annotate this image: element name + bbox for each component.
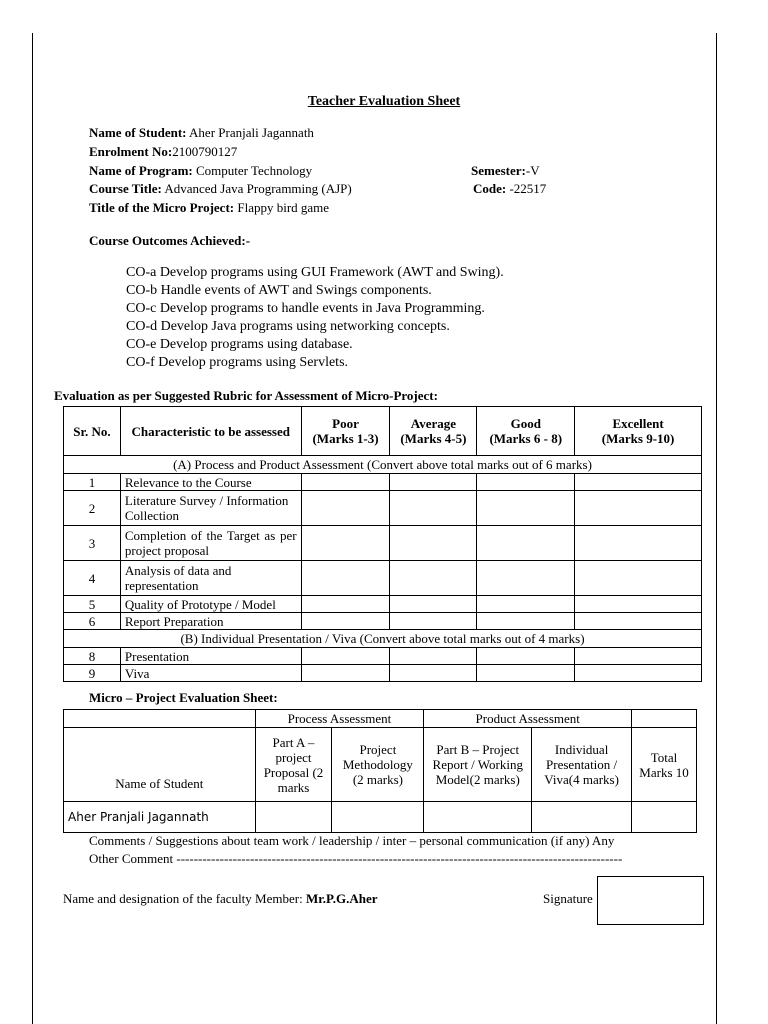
comments-line-2: Other Comment ------------------------------------------------------------------------------------------------------- [89,851,623,866]
course-line [89,181,352,197]
mark-cell[interactable] [390,561,477,596]
outcome-item: CO-c Develop programs to handle events in Java Programming. [126,301,485,316]
table-row: 1 Relevance to the Course [64,474,702,491]
header-good: Good (Marks 6 - 8) [477,407,575,456]
process-assessment-header: Process Assessment [255,710,424,728]
mark-cell[interactable] [575,648,702,665]
student-value: Aher Pranjali Jagannath [186,125,314,140]
section-b-header: (B) Individual Presentation / Viva (Convert above total marks out of 4 marks) [64,630,702,648]
mark-cell[interactable] [477,491,575,526]
mark-cell[interactable] [390,613,477,630]
outcome-item: CO-a Develop programs using GUI Framework (AWT and Swing). [126,265,504,280]
page-border-right [716,33,717,1024]
mark-cell[interactable] [477,561,575,596]
table-row: 2 Literature Survey / Information Collection [64,491,702,526]
project-value: Flappy bird game [234,200,330,215]
table-row: 5 Quality of Prototype / Model [64,596,702,613]
header-poor: Poor (Marks 1-3) [301,407,390,456]
mark-cell[interactable] [301,474,390,491]
course-label: Course Title: [89,181,162,196]
eval-heading: Micro – Project Evaluation Sheet: [89,690,278,705]
table-row: 3 Completion of the Target as per project proposal [64,526,702,561]
blank-header-cell [64,710,256,728]
mark-cell[interactable] [390,491,477,526]
table-row: 6 Report Preparation [64,613,702,630]
individual-header: Individual Presentation / Viva(4 marks) [532,728,632,802]
mark-cell[interactable] [255,802,332,833]
rubric-table [63,406,702,682]
code-value: -22517 [506,181,547,196]
mark-cell[interactable] [301,491,390,526]
course-value: Advanced Java Programming (AJP) [161,181,352,196]
mark-cell[interactable] [575,665,702,682]
outcome-item: CO-f Develop programs using Servlets. [126,355,349,370]
code-line [473,181,546,197]
mark-cell[interactable] [575,596,702,613]
semester-label: Semester: [471,163,526,178]
signature-label: Signature [543,891,593,906]
header-sr: Sr. No. [64,407,121,456]
header-average: Average (Marks 4-5) [390,407,477,456]
mark-cell[interactable] [532,802,632,833]
blank-header-cell [632,710,697,728]
faculty-label: Name and designation of the faculty Member: [63,891,306,906]
mark-cell[interactable] [301,613,390,630]
mark-cell[interactable] [477,665,575,682]
mark-cell[interactable] [477,648,575,665]
mark-cell[interactable] [390,665,477,682]
comments-line-1: Comments / Suggestions about team work / leadership / inter – personal communication (if any) Any [89,833,615,848]
part-a-header: Part A – project Proposal (2 marks [255,728,332,802]
signature-box[interactable] [597,876,704,925]
product-assessment-header: Product Assessment [424,710,632,728]
program-line [89,163,312,179]
project-label: Title of the Micro Project: [89,200,235,215]
mark-cell[interactable] [477,526,575,561]
mark-cell[interactable] [301,648,390,665]
table-row: 8 Presentation [64,648,702,665]
mark-cell[interactable] [575,491,702,526]
semester-line [471,163,540,179]
outcome-item: CO-b Handle events of AWT and Swings components. [126,283,432,298]
part-b-header: Part B – Project Report / Working Model(2 marks) [424,728,532,802]
mark-cell[interactable] [477,613,575,630]
outcome-item: CO-e Develop programs using database. [126,337,353,352]
header-characteristic: Characteristic to be assessed [120,407,301,456]
enrolment-value: 2100790127 [172,144,238,159]
mark-cell[interactable] [301,665,390,682]
table-row [64,802,697,833]
project-line [89,200,329,216]
header-excellent: Excellent (Marks 9-10) [575,407,702,456]
mark-cell[interactable] [477,474,575,491]
mark-cell[interactable] [390,474,477,491]
program-value: Computer Technology [192,163,313,178]
page-title: Teacher Evaluation Sheet [307,94,461,109]
student-line [89,125,314,141]
mark-cell[interactable] [390,526,477,561]
student-label: Name of Student: [89,125,187,140]
mark-cell[interactable] [575,561,702,596]
table-row: 9 Viva [64,665,702,682]
evaluation-sheet-table [63,709,697,833]
enrolment-line [89,144,237,160]
enrolment-label: Enrolment No: [89,144,173,159]
page-border-left [32,33,33,1024]
faculty-name: Mr.P.G.Aher [305,891,378,906]
mark-cell[interactable] [575,526,702,561]
mark-cell[interactable] [301,561,390,596]
mark-cell[interactable] [424,802,532,833]
mark-cell[interactable] [477,596,575,613]
rubric-heading: Evaluation as per Suggested Rubric for Assessment of Micro-Project: [54,388,438,403]
outcomes-heading: Course Outcomes Achieved:- [89,233,251,248]
total-header: Total Marks 10 [632,728,697,802]
mark-cell[interactable] [575,613,702,630]
code-label: Code: [473,181,507,196]
section-a-header: (A) Process and Product Assessment (Convert above total marks out of 6 marks) [64,456,702,474]
mark-cell[interactable] [390,596,477,613]
faculty-line [63,891,378,907]
mark-cell[interactable] [301,526,390,561]
outcome-item: CO-d Develop Java programs using networking concepts. [126,319,450,334]
program-label: Name of Program: [89,163,193,178]
mark-cell[interactable] [332,802,424,833]
table-row: 4 Analysis of data and representation [64,561,702,596]
mark-cell[interactable] [390,648,477,665]
mark-cell[interactable] [301,596,390,613]
rubric-header-row [64,407,702,456]
semester-value: -V [525,163,540,178]
methodology-header: Project Methodology (2 marks) [332,728,424,802]
student-name-cell: Aher Pranjali Jagannath [64,802,256,833]
name-of-student-header: Name of Student [64,728,256,802]
mark-cell[interactable] [632,802,697,833]
mark-cell[interactable] [575,474,702,491]
